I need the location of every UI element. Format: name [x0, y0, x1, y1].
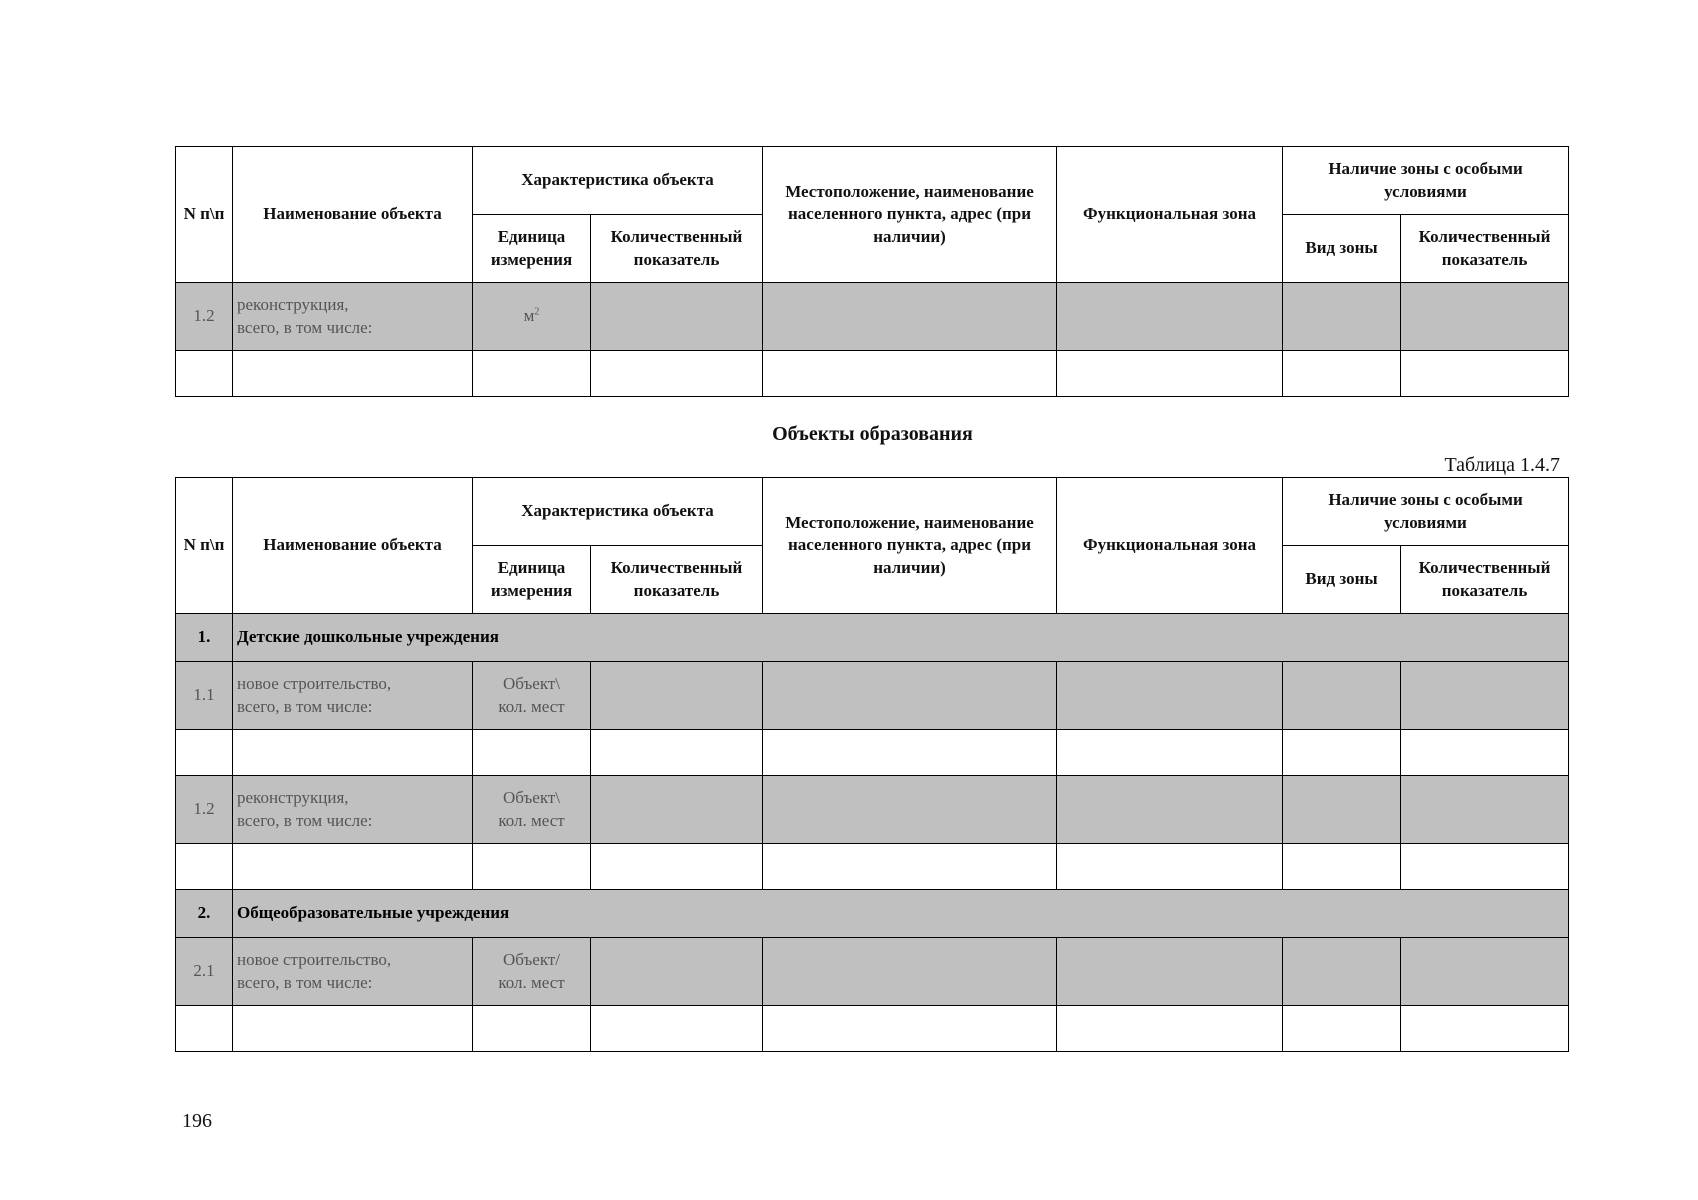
table-row — [176, 776, 1569, 844]
row-name-line1: новое строительство, — [237, 674, 392, 694]
empty-cell — [763, 730, 1057, 776]
empty-cell — [1401, 730, 1569, 776]
row-unit-line1: Объект\ — [502, 788, 561, 808]
section-row — [176, 890, 1569, 938]
table-row — [176, 283, 1569, 351]
row-unit-line1: Объект/ — [502, 950, 561, 970]
col-header-zone: Функциональная зона — [1057, 147, 1283, 283]
col-header-zone-quantity: Количественный показатель — [1401, 546, 1569, 614]
col-header-name: Наименование объекта — [233, 478, 473, 614]
row-name-line1: реконструкция, — [237, 295, 349, 315]
empty-cell — [1401, 1006, 1569, 1052]
row-unit — [473, 938, 591, 1006]
row-cell — [763, 662, 1057, 730]
section-num: 2. — [176, 890, 233, 938]
empty-cell — [233, 1006, 473, 1052]
empty-cell — [473, 844, 591, 890]
row-cell — [1401, 662, 1569, 730]
row-name-line2: всего, в том числе: — [237, 972, 373, 992]
section-title: Объекты образования — [772, 423, 973, 445]
page-number: 196 — [182, 1110, 212, 1132]
empty-cell — [1401, 844, 1569, 890]
row-name-line2: всего, в том числе: — [237, 317, 373, 337]
row-name-line1: новое строительство, — [237, 950, 392, 970]
table-row — [176, 662, 1569, 730]
row-unit-line2: кол. мест — [498, 696, 565, 716]
row-cell — [1401, 776, 1569, 844]
col-header-characteristic: Характеристика объекта — [473, 147, 763, 215]
empty-cell — [591, 351, 763, 397]
row-unit — [473, 662, 591, 730]
table-education — [175, 477, 1569, 1052]
row-cell — [763, 776, 1057, 844]
row-name-line2: всего, в том числе: — [237, 810, 373, 830]
empty-cell — [1057, 730, 1283, 776]
col-header-num: N п\п — [176, 147, 233, 283]
col-header-special-zone: Наличие зоны с особыми условиями — [1283, 478, 1569, 546]
row-num: 1.2 — [176, 776, 233, 844]
empty-cell — [591, 844, 763, 890]
row-name-line1: реконструкция, — [237, 788, 349, 808]
col-header-num: N п\п — [176, 478, 233, 614]
col-header-location: Местоположение, наименование населенного пункта, адрес (при наличии) — [763, 147, 1057, 283]
col-header-zone-type: Вид зоны — [1283, 215, 1401, 283]
table-row — [176, 938, 1569, 1006]
row-unit-sup: 2 — [534, 306, 540, 318]
empty-cell — [591, 730, 763, 776]
col-header-location: Местоположение, наименование населенного пункта, адрес (при наличии) — [763, 478, 1057, 614]
row-name — [233, 662, 473, 730]
empty-cell — [763, 844, 1057, 890]
row-cell — [591, 662, 763, 730]
table-top — [175, 146, 1569, 397]
row-cell — [1283, 283, 1401, 351]
empty-cell — [1283, 730, 1401, 776]
empty-cell — [233, 844, 473, 890]
section-row — [176, 614, 1569, 662]
row-name — [233, 776, 473, 844]
row-cell — [591, 938, 763, 1006]
row-cell — [1401, 938, 1569, 1006]
row-cell — [1057, 662, 1283, 730]
row-num: 1.2 — [176, 283, 233, 351]
section-heading: Общеобразовательные учреждения — [233, 890, 1569, 938]
table-row — [176, 730, 1569, 776]
empty-cell — [1283, 351, 1401, 397]
row-unit-text: м — [523, 306, 535, 326]
empty-cell — [1057, 351, 1283, 397]
row-unit — [473, 776, 591, 844]
row-cell — [1401, 283, 1569, 351]
row-cell — [591, 776, 763, 844]
col-header-zone-quantity: Количественный показатель — [1401, 215, 1569, 283]
table-number: Таблица 1.4.7 — [1444, 454, 1560, 476]
empty-cell — [1057, 844, 1283, 890]
empty-cell — [591, 1006, 763, 1052]
col-header-zone: Функциональная зона — [1057, 478, 1283, 614]
row-cell — [591, 283, 763, 351]
row-cell — [1057, 776, 1283, 844]
col-header-quantity: Количественный показатель — [591, 546, 763, 614]
row-num: 1.1 — [176, 662, 233, 730]
col-header-unit: Единица измерения — [473, 215, 591, 283]
empty-cell — [233, 730, 473, 776]
table-row — [176, 844, 1569, 890]
row-name — [233, 283, 473, 351]
empty-cell — [1283, 1006, 1401, 1052]
empty-cell — [233, 351, 473, 397]
col-header-name: Наименование объекта — [233, 147, 473, 283]
empty-cell — [176, 351, 233, 397]
table-row — [176, 351, 1569, 397]
row-name — [233, 938, 473, 1006]
empty-cell — [176, 844, 233, 890]
empty-cell — [763, 351, 1057, 397]
empty-cell — [763, 1006, 1057, 1052]
row-unit-line2: кол. мест — [498, 972, 565, 992]
row-cell — [1283, 776, 1401, 844]
empty-cell — [473, 351, 591, 397]
empty-cell — [473, 730, 591, 776]
col-header-special-zone: Наличие зоны с особыми условиями — [1283, 147, 1569, 215]
row-unit-line1: Объект\ — [502, 674, 561, 694]
col-header-unit: Единица измерения — [473, 546, 591, 614]
section-heading: Детские дошкольные учреждения — [233, 614, 1569, 662]
row-cell — [763, 283, 1057, 351]
col-header-characteristic: Характеристика объекта — [473, 478, 763, 546]
row-cell — [763, 938, 1057, 1006]
row-cell — [1283, 662, 1401, 730]
empty-cell — [1401, 351, 1569, 397]
row-cell — [1283, 938, 1401, 1006]
empty-cell — [1283, 844, 1401, 890]
col-header-zone-type: Вид зоны — [1283, 546, 1401, 614]
row-name-line2: всего, в том числе: — [237, 696, 373, 716]
row-unit-line2: кол. мест — [498, 810, 565, 830]
empty-cell — [1057, 1006, 1283, 1052]
row-unit — [473, 283, 591, 351]
row-cell — [1057, 938, 1283, 1006]
empty-cell — [473, 1006, 591, 1052]
row-cell — [1057, 283, 1283, 351]
section-num: 1. — [176, 614, 233, 662]
col-header-quantity: Количественный показатель — [591, 215, 763, 283]
empty-cell — [176, 1006, 233, 1052]
table-row — [176, 1006, 1569, 1052]
row-num: 2.1 — [176, 938, 233, 1006]
empty-cell — [176, 730, 233, 776]
